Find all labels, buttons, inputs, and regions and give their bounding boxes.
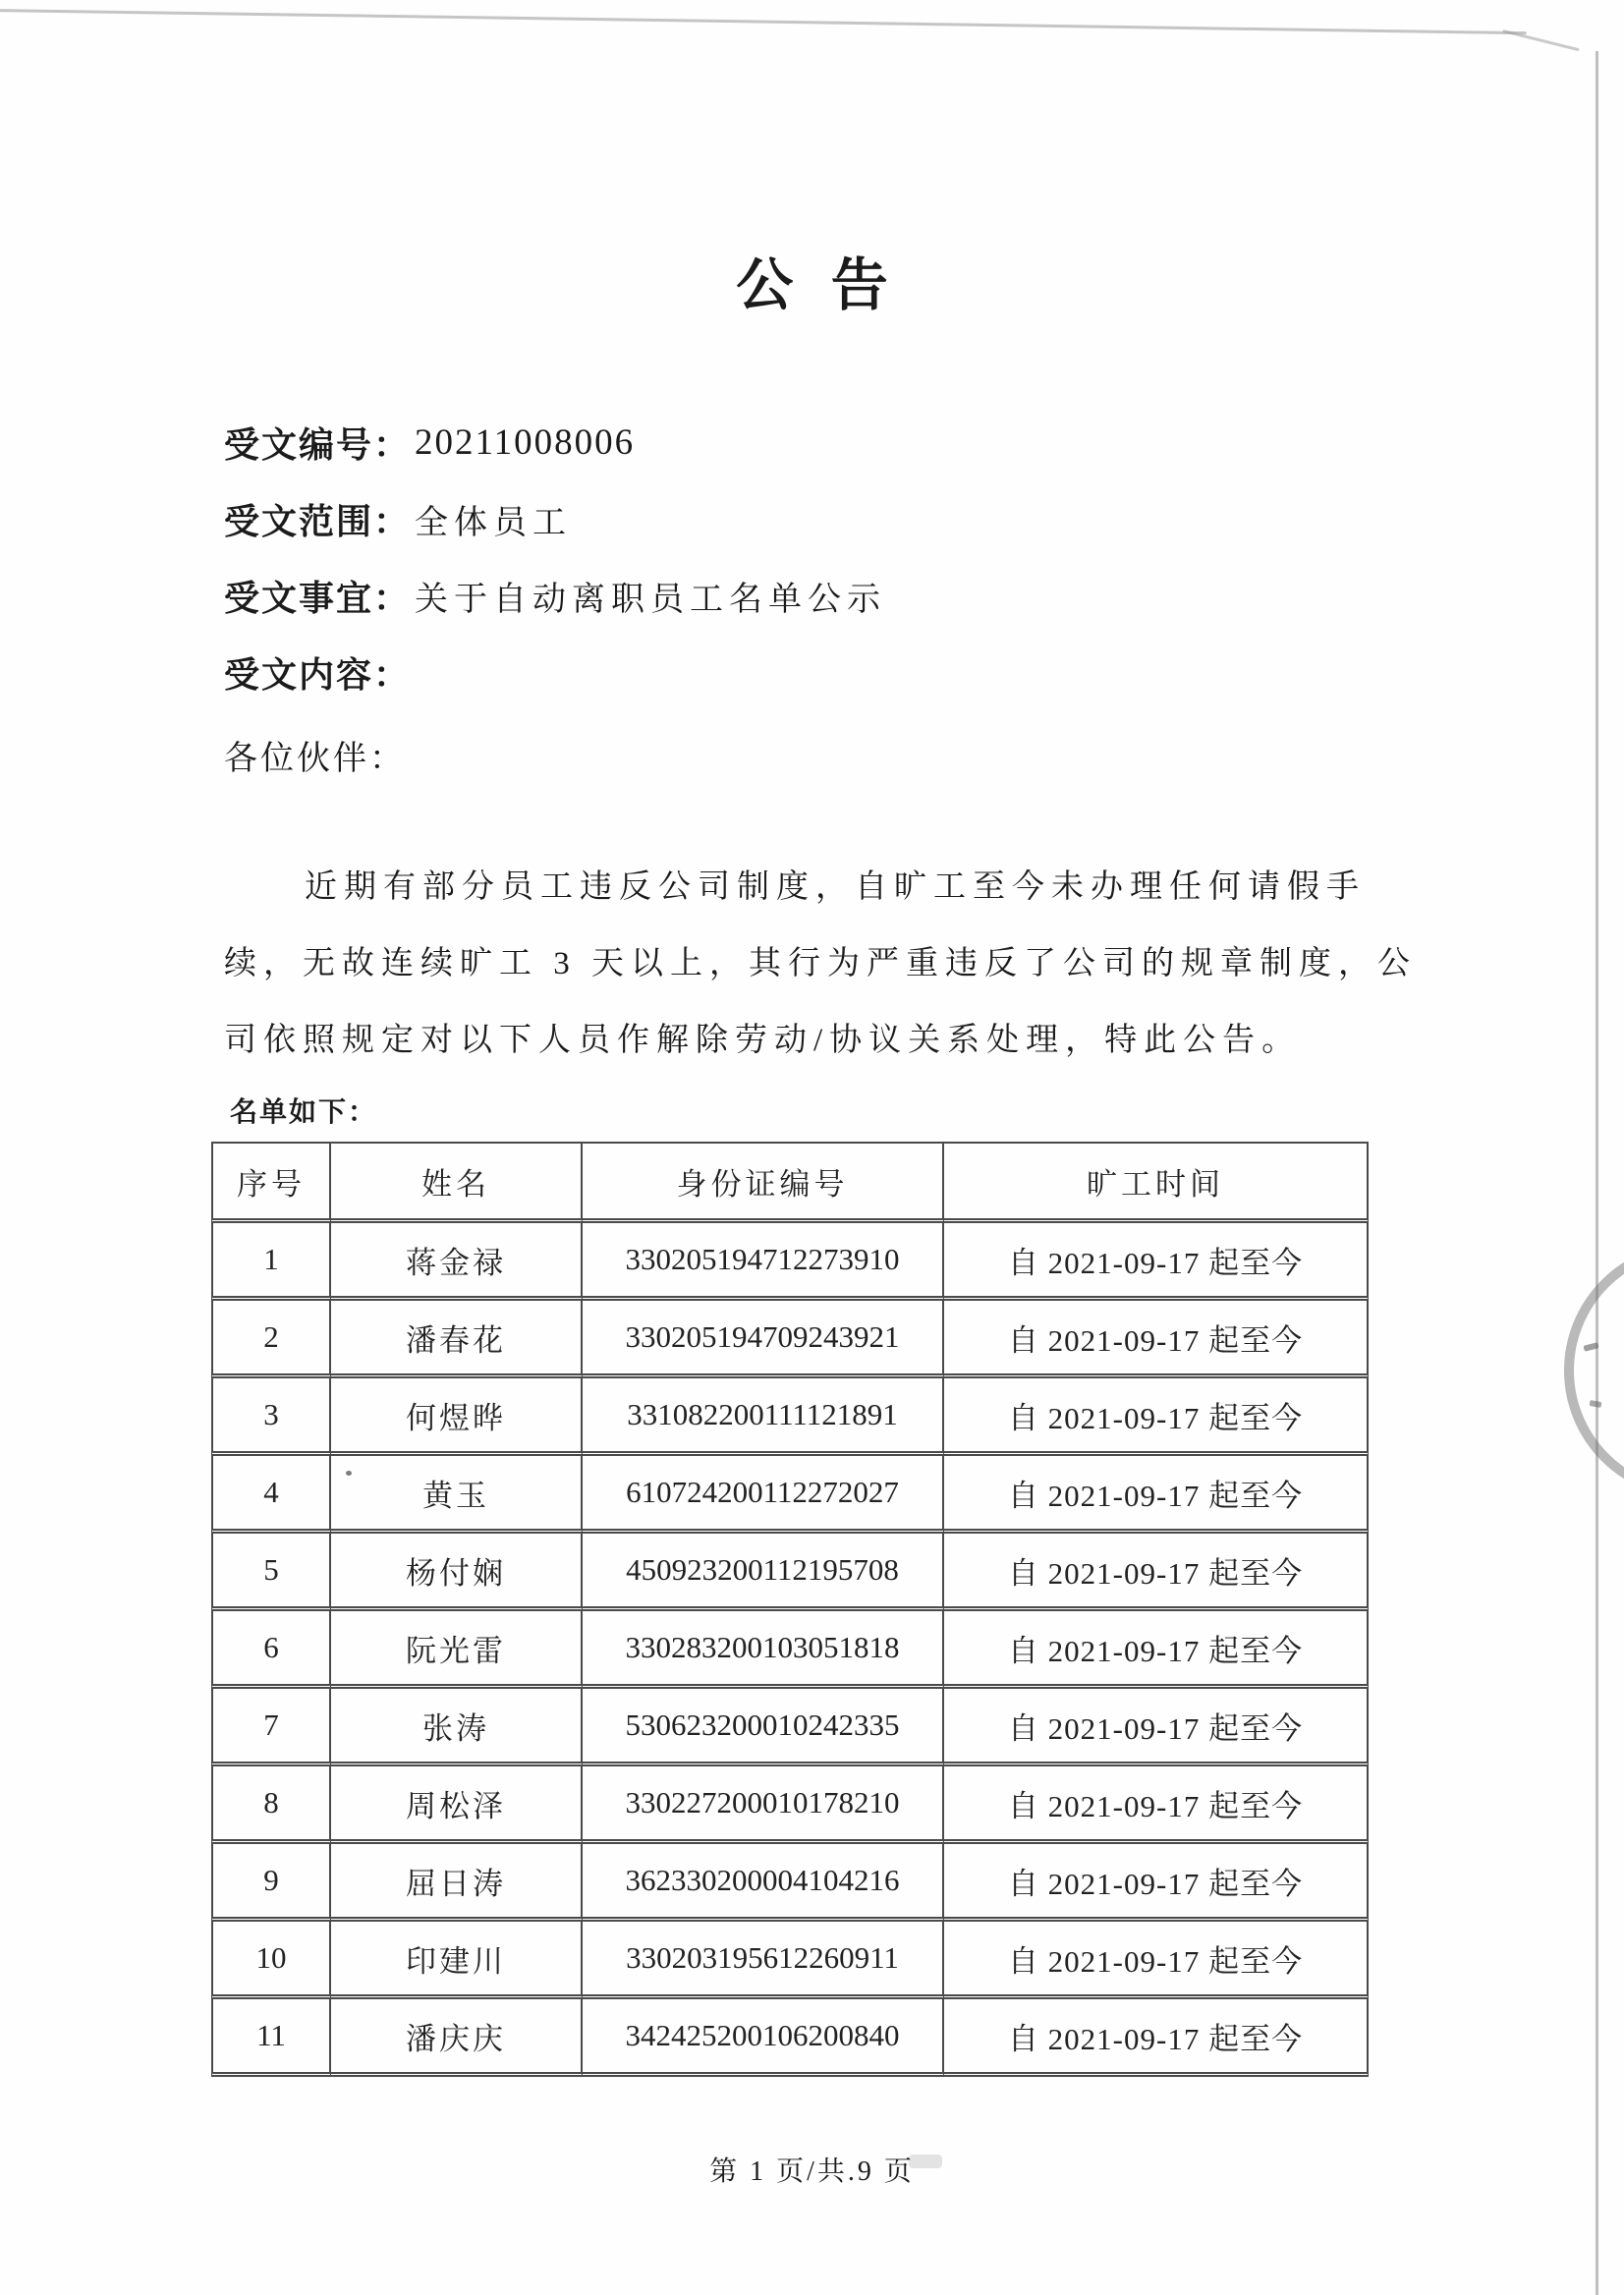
table-cell: 自 2021-09-17 起至今 bbox=[944, 1301, 1369, 1378]
table-cell: 自 2021-09-17 起至今 bbox=[944, 1844, 1369, 1922]
table-cell: 331082200111121891 bbox=[583, 1378, 944, 1456]
scan-right-edge-line bbox=[1596, 51, 1598, 2295]
page-number-footer: 第 1 页/共.9 页 bbox=[709, 2156, 915, 2187]
table-row bbox=[211, 1999, 1369, 2077]
table-cell: 330203195612260911 bbox=[583, 1922, 944, 1999]
scan-top-edge-line-dip bbox=[1502, 29, 1579, 51]
table-cell: 自 2021-09-17 起至今 bbox=[944, 1456, 1369, 1534]
table-cell: 自 2021-09-17 起至今 bbox=[944, 1378, 1369, 1456]
table-row bbox=[211, 1534, 1369, 1611]
field-content bbox=[224, 634, 886, 710]
field-label: 受文范围： bbox=[224, 501, 412, 541]
table-cell: 530623200010242335 bbox=[583, 1689, 944, 1766]
document-title: 公 告 bbox=[736, 253, 900, 317]
field-label: 受文编号： bbox=[224, 424, 412, 465]
field-value: 全体员工 bbox=[415, 504, 573, 541]
table-cell: 5 bbox=[211, 1534, 331, 1611]
table-cell: 潘庆庆 bbox=[331, 1999, 583, 2077]
header-cell: 旷工时间 bbox=[944, 1142, 1369, 1223]
field-document-number bbox=[224, 404, 886, 480]
field-value: 20211008006 bbox=[415, 421, 636, 463]
table-row bbox=[211, 1611, 1369, 1689]
table-cell: 自 2021-09-17 起至今 bbox=[944, 1999, 1369, 2077]
table-header-row bbox=[211, 1142, 1369, 1223]
table-cell: 张涛 bbox=[331, 1689, 583, 1766]
table-cell: 印建川 bbox=[331, 1922, 583, 1999]
table-row bbox=[211, 1456, 1369, 1534]
dismissed-employees-table bbox=[211, 1142, 1369, 2077]
table-row bbox=[211, 1301, 1369, 1378]
table-cell: 11 bbox=[211, 1999, 331, 2077]
table-cell: 330205194712273910 bbox=[583, 1223, 944, 1301]
body-line: 司依照规定对以下人员作解除劳动/协议关系处理，特此公告。 bbox=[224, 1023, 1302, 1058]
table-row bbox=[211, 1844, 1369, 1922]
header-cell: 身份证编号 bbox=[583, 1142, 944, 1223]
table-cell: 自 2021-09-17 起至今 bbox=[944, 1766, 1369, 1844]
table-cell: 3 bbox=[211, 1378, 331, 1456]
table-cell: 周松泽 bbox=[331, 1766, 583, 1844]
table-cell: 330227200010178210 bbox=[583, 1766, 944, 1844]
body-line: 续，无故连续旷工 3 天以上，其行为严重违反了公司的规章制度，公 bbox=[224, 946, 1417, 981]
document-header-fields bbox=[224, 404, 886, 710]
table-cell: 自 2021-09-17 起至今 bbox=[944, 1611, 1369, 1689]
table-cell: 蒋金禄 bbox=[331, 1223, 583, 1301]
partial-stamp-arc bbox=[1564, 1243, 1624, 1498]
table-cell: 330283200103051818 bbox=[583, 1611, 944, 1689]
table-row bbox=[211, 1922, 1369, 1999]
table-cell: 2 bbox=[211, 1301, 331, 1378]
header-cell: 序号 bbox=[211, 1142, 331, 1223]
body-line: 近期有部分员工违反公司制度，自旷工至今未办理任何请假手 bbox=[305, 869, 1366, 905]
table-cell: 黄玉 bbox=[331, 1456, 583, 1534]
table-cell: 6 bbox=[211, 1611, 331, 1689]
table-cell: 9 bbox=[211, 1844, 331, 1922]
table-cell: 8 bbox=[211, 1766, 331, 1844]
field-scope bbox=[224, 480, 886, 557]
field-label: 受文内容： bbox=[224, 654, 412, 695]
table-row bbox=[211, 1689, 1369, 1766]
field-label: 受文事宜： bbox=[224, 578, 412, 618]
list-intro: 名单如下： bbox=[230, 1097, 378, 1128]
field-value: 关于自动离职员工名单公示 bbox=[415, 581, 887, 618]
table-row bbox=[211, 1766, 1369, 1844]
table-cell: 自 2021-09-17 起至今 bbox=[944, 1922, 1369, 1999]
table-cell: 潘春花 bbox=[331, 1301, 583, 1378]
table-row bbox=[211, 1142, 1369, 1223]
table-cell: 7 bbox=[211, 1689, 331, 1766]
scan-top-edge-line bbox=[0, 9, 1527, 34]
table-cell: 610724200112272027 bbox=[583, 1456, 944, 1534]
table-cell: 362330200004104216 bbox=[583, 1844, 944, 1922]
table-cell: 10 bbox=[211, 1922, 331, 1999]
body-paragraph bbox=[224, 849, 1417, 1079]
table-row bbox=[211, 1223, 1369, 1301]
table-cell: 屈日涛 bbox=[331, 1844, 583, 1922]
table-cell: 1 bbox=[211, 1223, 331, 1301]
table-body bbox=[211, 1223, 1369, 2077]
table-cell: 何煜晔 bbox=[331, 1378, 583, 1456]
table-cell: 阮光雷 bbox=[331, 1611, 583, 1689]
table-row bbox=[211, 1378, 1369, 1456]
table-cell: 450923200112195708 bbox=[583, 1534, 944, 1611]
header-cell: 姓名 bbox=[331, 1142, 583, 1223]
table-cell: 自 2021-09-17 起至今 bbox=[944, 1534, 1369, 1611]
table-cell: 杨付娴 bbox=[331, 1534, 583, 1611]
table-cell: 4 bbox=[211, 1456, 331, 1534]
salutation: 各位伙伴： bbox=[224, 741, 406, 777]
table-cell: 330205194709243921 bbox=[583, 1301, 944, 1378]
table-cell: 342425200106200840 bbox=[583, 1999, 944, 2077]
table-cell: 自 2021-09-17 起至今 bbox=[944, 1223, 1369, 1301]
table-cell: 自 2021-09-17 起至今 bbox=[944, 1689, 1369, 1766]
field-subject bbox=[224, 557, 886, 634]
